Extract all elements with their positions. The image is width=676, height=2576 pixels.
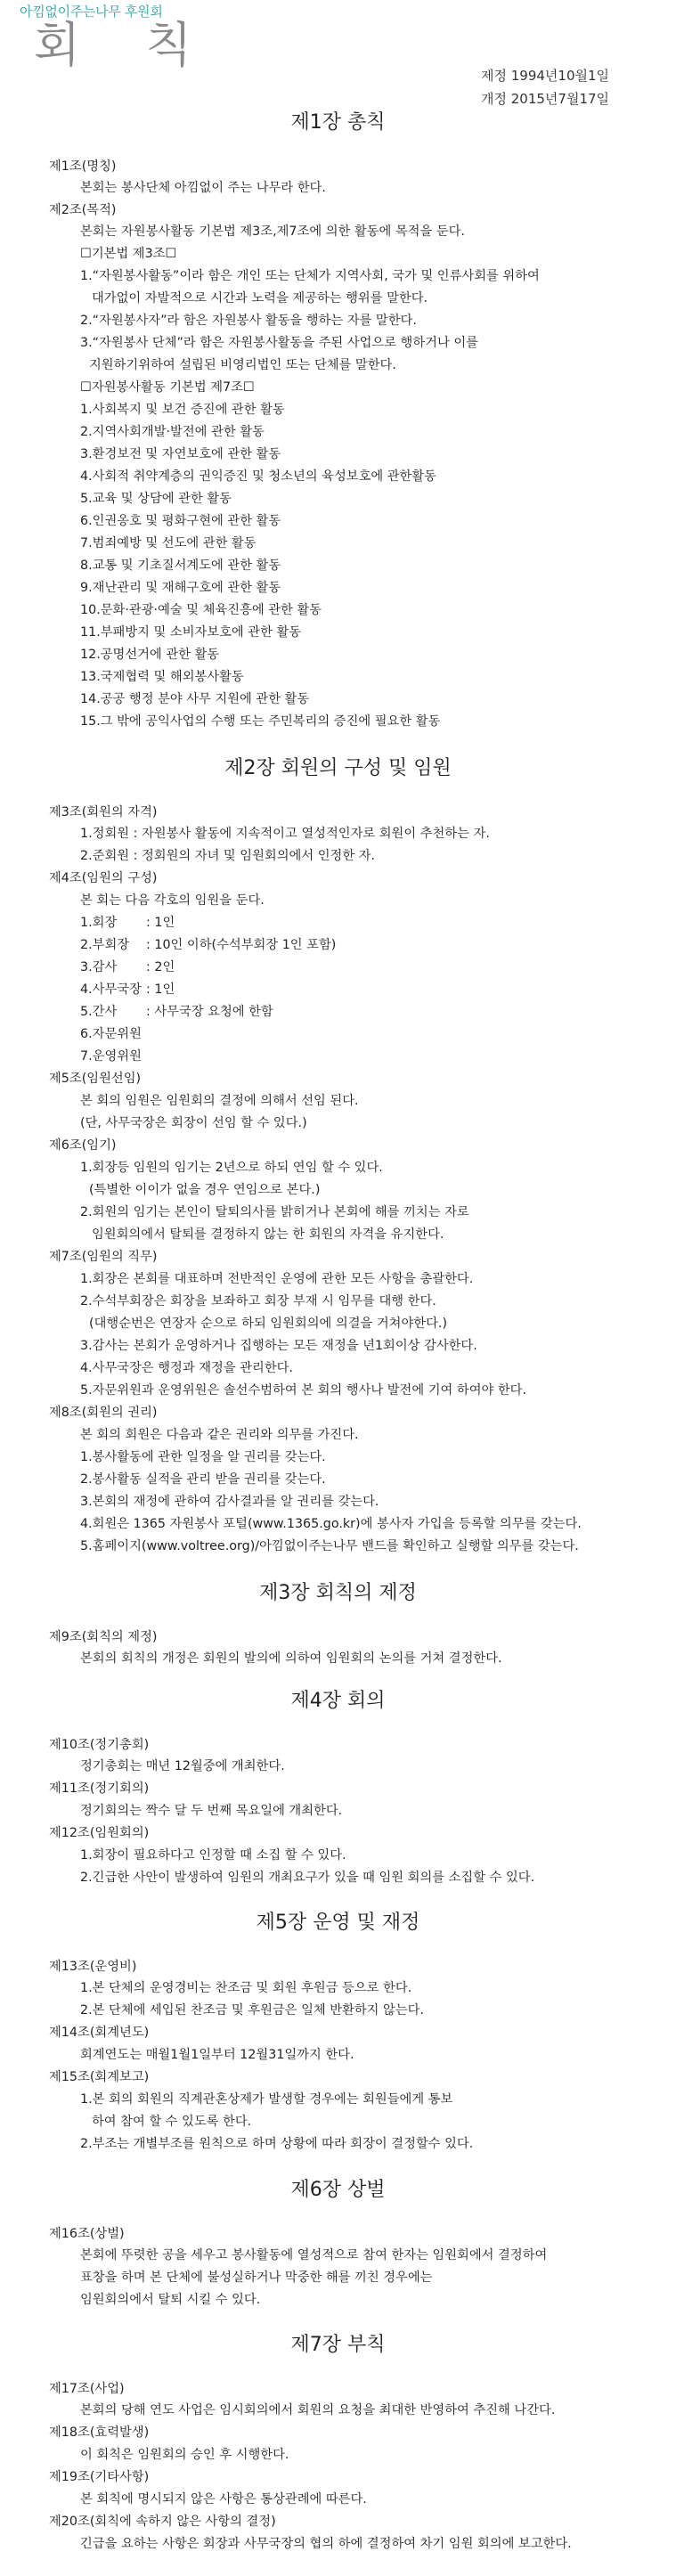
article-8-item-3: 3.본회의 재정에 관하여 감사결과를 알 권리를 갖는다. xyxy=(80,1495,379,1509)
article-8-item-4: 4.회원은 1365 자원봉사 포털(www.1365.go.kr)에 봉사자 가입을 등록할 의무를 갖는다. xyxy=(80,1517,582,1531)
role-row xyxy=(80,957,175,979)
article-18-text: 이 회칙은 임원회의 승인 후 시행한다. xyxy=(80,2448,289,2462)
article-13-item-2: 2.본 단체에 세입된 찬조금 및 후원금은 일체 반환하지 않는다. xyxy=(80,2003,424,2018)
role-name: 3.감사 xyxy=(80,960,118,974)
article-8-item-2: 2.봉사활동 실적을 관리 받을 권리를 갖는다. xyxy=(80,1472,326,1487)
article-7-item-3: 3.감사는 본회가 운영하거나 집행하는 모든 재정을 년1회이상 감사한다. xyxy=(80,1339,477,1353)
list-item: 14.공공 행정 분야 사무 지원에 관한 활동 xyxy=(80,692,310,706)
list-item: 12.공명선거에 관한 활동 xyxy=(80,648,220,662)
article-3-item-1: 1.정회원 : 자원봉사 활동에 지속적이고 열성적인자로 회원이 추천하는 자. xyxy=(80,827,490,841)
role-name: 4.사무국장 xyxy=(80,982,142,997)
article-7-item-1: 1.회장은 본회를 대표하며 전반적인 운영에 관한 모든 사항을 총괄한다. xyxy=(80,1272,474,1286)
role-count: : 10인 이하(수석부회장 1인 포함) xyxy=(146,938,337,952)
article-20-text: 긴급을 요하는 사항은 회장과 사무국장의 협의 하에 결정하여 차기 임원 회의에 보고한다. xyxy=(80,2537,572,2551)
law-3-item-1-cont: 대가없이 자발적으로 시간과 노력을 제공하는 행위를 말한다. xyxy=(92,291,428,306)
article-15-item-1-cont: 하여 참여 할 수 있도록 한다. xyxy=(92,2115,252,2129)
article-14-text: 회계연도는 매월1월1일부터 12월31일까지 한다. xyxy=(80,2048,354,2062)
law-3-item-1: 1.“자원봉사활동”이라 함은 개인 또는 단체가 지역사회, 국가 및 인류사회를 위하여 xyxy=(80,269,540,283)
article-1-heading: 제1조(명칭) xyxy=(49,159,117,174)
chapter-7-title: 제7장 부칙 xyxy=(290,2334,386,2356)
revised-date: 개정 2015년7월17일 xyxy=(481,91,610,107)
article-11-text: 정기회의는 짝수 달 두 번째 목요일에 개최한다. xyxy=(80,1804,343,1818)
list-item: 8.교통 및 기초질서계도에 관한 활동 xyxy=(80,558,281,573)
article-2-heading: 제2조(목적) xyxy=(49,203,117,217)
article-20-heading: 제20조(회칙에 속하지 않은 사항의 결정) xyxy=(49,2515,276,2529)
article-7-item-5: 5.자문위원과 운영위원은 솔선수범하여 본 회의 행사나 발전에 기여 하여야 한다. xyxy=(80,1383,527,1398)
article-15-item-2: 2.부조는 개별부조를 원칙으로 하며 상황에 따라 회장이 결정할수 있다. xyxy=(80,2137,474,2151)
list-item: 7.범죄예방 및 선도에 관한 활동 xyxy=(80,536,257,550)
article-2-text: 본회는 자원봉사활동 기본법 제3조,제7조에 의한 활동에 목적을 둔다. xyxy=(80,224,465,239)
article-8-item-1: 1.봉사활동에 관한 일정을 알 권리를 갖는다. xyxy=(80,1450,326,1464)
org-name: 아낌없이주는나무 후원회 xyxy=(20,4,163,20)
article-8-item-5: 5.홈페이지(www.voltree.org)/아낌없이주는나무 밴드를 확인하고 실행할 의무를 갖는다. xyxy=(80,1539,579,1553)
article-5-note: (단, 사무국장은 회장이 선임 할 수 있다.) xyxy=(80,1116,307,1130)
article-10-heading: 제10조(정기총회) xyxy=(49,1738,150,1752)
law-3-item-3-cont: 지원하기위하여 설립된 비영리법인 또는 단체를 말한다. xyxy=(89,358,396,372)
article-4-heading: 제4조(임원의 구성) xyxy=(49,871,158,885)
article-6-item-2: 2.회원의 임기는 본인이 탈퇴의사를 밝히거나 본회에 해를 끼치는 자로 xyxy=(80,1205,469,1219)
article-8-heading: 제8조(회원의 권리) xyxy=(49,1406,158,1420)
list-item: 3.환경보전 및 자연보호에 관한 활동 xyxy=(80,447,281,461)
article-7-heading: 제7조(임원의 직무) xyxy=(49,1250,158,1264)
role-row xyxy=(80,912,175,934)
article-10-text: 정기총회는 매년 12월중에 개최한다. xyxy=(80,1759,285,1773)
article-9-heading: 제9조(회칙의 제정) xyxy=(49,1630,158,1644)
role-row: 7.운영위원 xyxy=(80,1049,142,1064)
article-19-text: 본 회칙에 명시되지 않은 사항은 통상관례에 따른다. xyxy=(80,2492,367,2507)
law-3-heading: ☐기본법 제3조☐ xyxy=(80,247,177,261)
article-17-heading: 제17조(사업) xyxy=(49,2382,125,2396)
article-1-text: 본회는 봉사단체 아낌없이 주는 나무라 한다. xyxy=(80,181,326,195)
role-row xyxy=(80,934,336,957)
article-18-heading: 제18조(효력발생) xyxy=(49,2425,150,2440)
law-7-heading: ☐자원봉사활동 기본법 제7조☐ xyxy=(80,380,255,395)
article-14-heading: 제14조(회계년도) xyxy=(49,2026,150,2040)
role-count: : 1인 xyxy=(146,916,175,930)
article-3-heading: 제3조(회원의 자격) xyxy=(49,805,158,819)
article-11-heading: 제11조(정기회의) xyxy=(49,1781,150,1796)
article-16-heading: 제16조(상벌) xyxy=(49,2227,125,2241)
chapter-3-title: 제3장 회칙의 제정 xyxy=(259,1582,417,1604)
article-7-item-4: 4.사무국장은 행정과 재정을 관리한다. xyxy=(80,1361,293,1375)
article-6-item-2-cont: 임원회의에서 탈퇴를 결정하지 않는 한 회원의 자격을 유지한다. xyxy=(92,1227,444,1242)
role-count: : 사무국장 요청에 한함 xyxy=(146,1005,273,1019)
article-5-heading: 제5조(임원선임) xyxy=(49,1072,142,1086)
article-6-heading: 제6조(임기) xyxy=(49,1138,117,1153)
article-8-text: 본 회의 회원은 다음과 같은 권리와 의무를 가진다. xyxy=(80,1428,359,1442)
article-3-item-2: 2.준회원 : 정회원의 자녀 및 임원회의에서 인정한 자. xyxy=(80,849,376,863)
article-15-heading: 제15조(회계보고) xyxy=(49,2070,150,2084)
article-16-text-3: 임원회의에서 탈퇴 시킬 수 있다. xyxy=(80,2293,261,2307)
list-item: 2.지역사회개발·발전에 관한 활동 xyxy=(80,425,265,439)
chapter-5-title: 제5장 운영 및 재정 xyxy=(256,1912,420,1934)
chapter-4-title: 제4장 회의 xyxy=(290,1690,386,1712)
article-15-item-1: 1.본 회의 회원의 직계관혼상제가 발생할 경우에는 회원들에게 통보 xyxy=(80,2092,453,2107)
enacted-date: 제정 1994년10월1일 xyxy=(481,68,610,84)
article-12-item-2: 2.긴급한 사안이 발생하여 임원의 개최요구가 있을 때 임원 회의를 소집할 수 있다. xyxy=(80,1871,535,1885)
list-item: 1.사회복지 및 보건 증진에 관한 활동 xyxy=(80,403,285,417)
list-item: 9.재난관리 및 재해구호에 관한 활동 xyxy=(80,581,281,595)
article-13-item-1: 1.본 단체의 운영경비는 찬조금 및 회원 후원금 등으로 한다. xyxy=(80,1981,412,1995)
article-6-item-1: 1.회장등 임원의 임기는 2년으로 하되 연임 할 수 있다. xyxy=(80,1161,383,1175)
article-6-note: (특별한 이이가 없을 경우 연임으로 본다.) xyxy=(89,1183,321,1197)
article-13-heading: 제13조(운영비) xyxy=(49,1960,137,1974)
article-7-item-2: 2.수석부회장은 회장을 보좌하고 회장 부재 시 임무를 대행 한다. xyxy=(80,1294,436,1308)
list-item: 13.국제협력 및 해외봉사활동 xyxy=(80,670,244,684)
article-5-text: 본 회의 임원은 임원회의 결정에 의해서 선임 된다. xyxy=(80,1094,359,1108)
article-4-text: 본 회는 다음 각호의 임원을 둔다. xyxy=(80,893,265,908)
article-7-note: (대행순번은 연장자 순으로 하되 임원회의에 의결을 거쳐야한다.) xyxy=(89,1317,448,1331)
chapter-2-title: 제2장 회원의 구성 및 임원 xyxy=(224,757,452,779)
role-name: 2.부회장 xyxy=(80,938,130,952)
law-3-item-3: 3.“자원봉사 단체”라 함은 자원봉사활동을 주된 사업으로 행하거나 이를 xyxy=(80,336,478,350)
list-item: 15.그 밖에 공익사업의 수행 또는 주민복리의 증진에 필요한 활동 xyxy=(80,714,441,729)
list-item: 6.인권옹호 및 평화구현에 관한 활동 xyxy=(80,514,281,528)
chapter-1-title: 제1장 총칙 xyxy=(290,111,386,134)
list-item: 4.사회적 취약계층의 권익증진 및 청소년의 육성보호에 관한활동 xyxy=(80,469,436,484)
article-16-text-2: 표창을 하며 본 단체에 불성실하거나 막중한 해를 끼친 경우에는 xyxy=(80,2270,433,2285)
article-16-text-1: 본회에 뚜렷한 공을 세우고 봉사활동에 열성적으로 참여 한자는 임원회에서 결정하여 xyxy=(80,2248,548,2262)
law-3-item-2: 2.“자원봉사자”라 함은 자원봉사 활동을 행하는 자를 말한다. xyxy=(80,314,417,328)
role-name: 5.간사 xyxy=(80,1005,118,1019)
article-17-text: 본회의 당해 연도 사업은 임시회의에서 회원의 요청을 최대한 반영하여 추진해 나간다. xyxy=(80,2403,556,2417)
role-name: 1.회장 xyxy=(80,916,118,930)
article-12-item-1: 1.회장이 필요하다고 인정할 때 소집 할 수 있다. xyxy=(80,1848,346,1863)
article-9-text: 본회의 회칙의 개정은 회원의 발의에 의하여 임원회의 논의를 거쳐 결정한다. xyxy=(80,1651,502,1666)
list-item: 11.부패방지 및 소비자보호에 관한 활동 xyxy=(80,625,302,640)
chapter-6-title: 제6장 상벌 xyxy=(290,2179,386,2201)
list-item: 5.교육 및 상담에 관한 활동 xyxy=(80,492,232,506)
date-block xyxy=(481,64,609,110)
article-19-heading: 제19조(기타사항) xyxy=(49,2470,150,2484)
role-count: : 2인 xyxy=(146,960,175,974)
role-row xyxy=(80,1001,273,1023)
role-count: : 1인 xyxy=(146,982,175,997)
list-item: 10.문화·관광·예술 및 체육진흥에 관한 활동 xyxy=(80,603,322,617)
role-row: 6.자문위원 xyxy=(80,1027,142,1041)
role-row xyxy=(80,979,175,1001)
article-12-heading: 제12조(임원회의) xyxy=(49,1826,150,1840)
document-title: 회 칙 xyxy=(34,17,217,73)
